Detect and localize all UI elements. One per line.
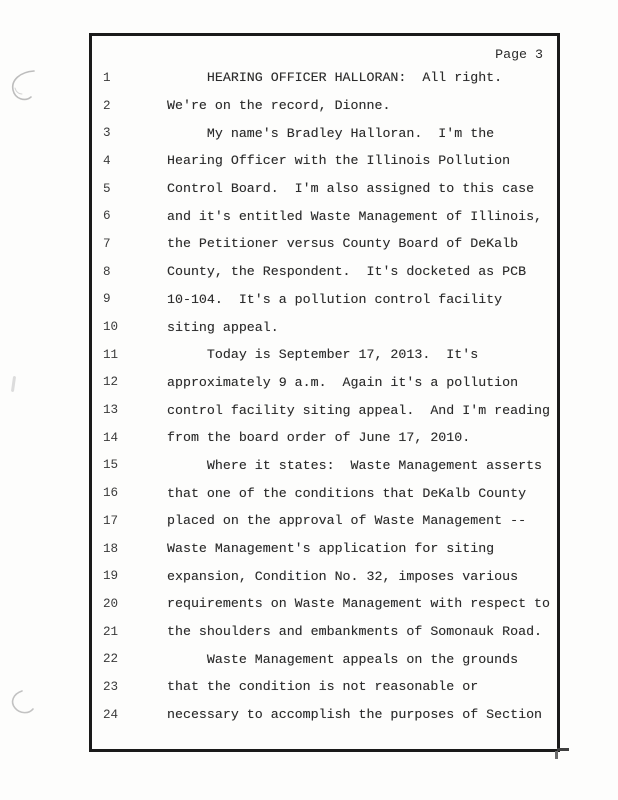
transcript-line — [92, 562, 557, 590]
line-number: 6 — [103, 209, 111, 224]
transcript-line — [92, 507, 557, 535]
transcript-border-box — [89, 33, 560, 752]
line-text: Waste Management appeals on the grounds — [167, 651, 519, 667]
line-number: 8 — [103, 264, 111, 279]
transcript-line — [92, 64, 557, 92]
line-text: the Petitioner versus County Board of DeKalb — [167, 236, 519, 252]
transcript-line — [92, 147, 557, 175]
line-number: 2 — [103, 98, 111, 113]
line-text: My name's Bradley Halloran. I'm the — [167, 125, 495, 141]
transcript-line — [92, 202, 557, 230]
transcript-line — [92, 286, 557, 314]
line-text: 10-104. It's a pollution control facility — [167, 291, 503, 307]
transcript-line — [92, 701, 557, 729]
transcript-line — [92, 119, 557, 147]
line-text: siting appeal. — [167, 319, 279, 335]
line-text: HEARING OFFICER HALLORAN: All right. — [167, 70, 503, 86]
page-number-label: Page 3 — [495, 47, 543, 62]
transcript-lines — [92, 64, 557, 729]
border-overshoot-vertical — [555, 751, 558, 759]
transcript-line — [92, 313, 557, 341]
line-number: 16 — [103, 486, 119, 501]
transcript-line — [92, 92, 557, 120]
line-text: Where it states: Waste Management asserts — [167, 457, 543, 473]
transcript-line — [92, 424, 557, 452]
transcript-line — [92, 479, 557, 507]
line-number: 19 — [103, 569, 119, 584]
line-number: 3 — [103, 126, 111, 141]
line-text: County, the Respondent. It's docketed as PCB — [167, 264, 527, 280]
line-text: placed on the approval of Waste Management -- — [167, 513, 527, 529]
pen-mark-middle-left — [11, 376, 16, 392]
line-text: control facility siting appeal. And I'm reading — [167, 402, 551, 418]
transcript-line — [92, 258, 557, 286]
transcript-line — [92, 369, 557, 397]
line-number: 23 — [103, 679, 119, 694]
line-text: approximately 9 a.m. Again it's a pollution — [167, 374, 519, 390]
line-number: 9 — [103, 292, 111, 307]
transcript-line — [92, 341, 557, 369]
border-overshoot-horizontal — [557, 748, 569, 751]
line-number: 10 — [103, 320, 119, 335]
line-number: 11 — [103, 347, 119, 362]
pen-mark-bottom-left — [6, 688, 42, 724]
line-number: 20 — [103, 596, 119, 611]
line-text: We're on the record, Dionne. — [167, 98, 391, 114]
transcript-line — [92, 673, 557, 701]
line-number: 4 — [103, 153, 111, 168]
line-text: the shoulders and embankments of Somonauk Road. — [167, 624, 543, 640]
line-number: 13 — [103, 403, 119, 418]
line-number: 18 — [103, 541, 119, 556]
line-text: necessary to accomplish the purposes of Section — [167, 707, 543, 723]
line-number: 24 — [103, 707, 119, 722]
line-number: 5 — [103, 181, 111, 196]
line-text: that one of the conditions that DeKalb County — [167, 485, 527, 501]
transcript-line — [92, 175, 557, 203]
line-text: Control Board. I'm also assigned to this case — [167, 181, 535, 197]
line-number: 15 — [103, 458, 119, 473]
line-text: Today is September 17, 2013. It's — [167, 347, 479, 363]
transcript-line — [92, 230, 557, 258]
line-text: that the condition is not reasonable or — [167, 679, 479, 695]
line-text: and it's entitled Waste Management of Illinois, — [167, 208, 543, 224]
line-number: 17 — [103, 513, 119, 528]
line-text: from the board order of June 17, 2010. — [167, 430, 471, 446]
line-number: 1 — [103, 70, 111, 85]
transcript-line — [92, 590, 557, 618]
transcript-line — [92, 452, 557, 480]
line-text: requirements on Waste Management with respect to — [167, 596, 551, 612]
transcript-line — [92, 645, 557, 673]
transcript-line — [92, 396, 557, 424]
transcript-line — [92, 535, 557, 563]
line-number: 14 — [103, 430, 119, 445]
line-number: 7 — [103, 236, 111, 251]
line-text: expansion, Condition No. 32, imposes various — [167, 568, 519, 584]
line-number: 21 — [103, 624, 119, 639]
line-number: 22 — [103, 652, 119, 667]
line-number: 12 — [103, 375, 119, 390]
transcript-line — [92, 618, 557, 646]
line-text: Waste Management's application for siting — [167, 541, 495, 557]
line-text: Hearing Officer with the Illinois Pollution — [167, 153, 511, 169]
pen-mark-top-left — [5, 66, 45, 108]
